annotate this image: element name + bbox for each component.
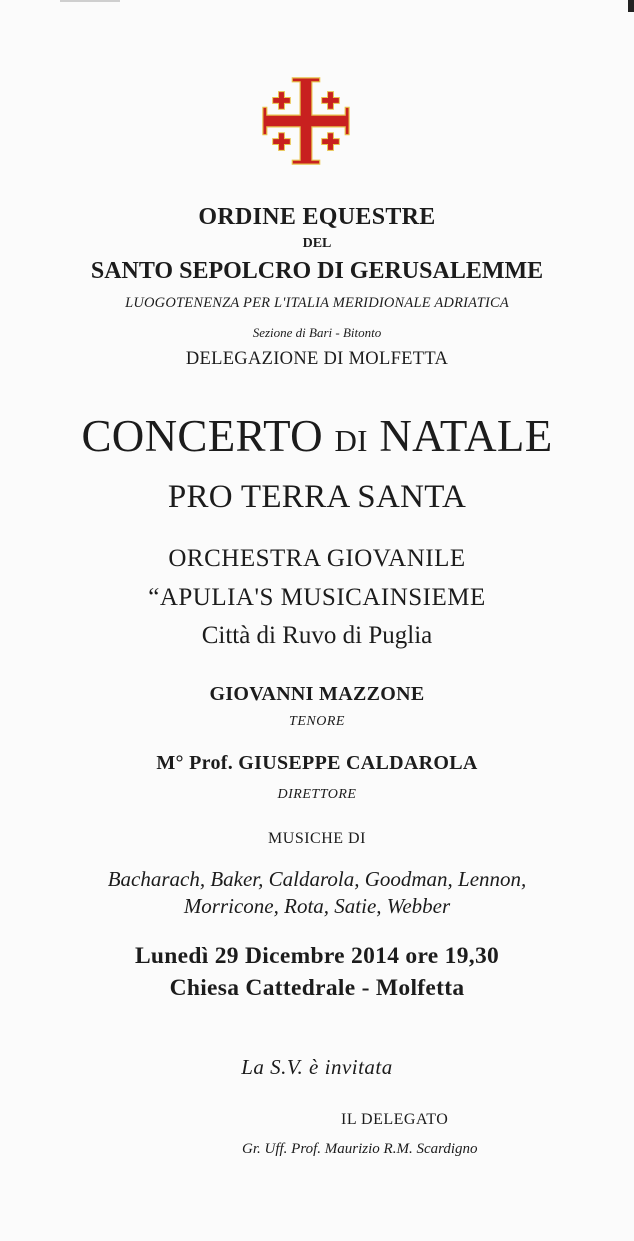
delegation: DELEGAZIONE DI MOLFETTA [185, 349, 449, 369]
director-role: DIRETTORE [277, 787, 357, 802]
invitation-text: La S.V. è invitata [241, 1055, 393, 1079]
order-title-line1: ORDINE EQUESTRE [198, 204, 436, 230]
orchestra-line1: ORCHESTRA GIOVANILE [168, 545, 466, 572]
event-title-part3: NATALE [379, 411, 553, 461]
tenor-name: GIOVANNI MAZZONE [209, 683, 425, 705]
tenor-role: TENORE [289, 714, 345, 729]
section: Sezione di Bari - Bitonto [252, 325, 382, 340]
director-name: M° Prof. GIUSEPPE CALDAROLA [156, 752, 478, 774]
orchestra-line2: “APULIA'S MUSICAINSIEME [148, 584, 486, 611]
composers-line1: Bacharach, Baker, Caldarola, Goodman, Lennon, [107, 867, 527, 891]
event-title [0, 410, 634, 462]
orchestra-line3: Città di Ruvo di Puglia [201, 622, 433, 649]
event-venue: Chiesa Cattedrale - Molfetta [169, 975, 465, 1001]
event-subtitle: PRO TERRA SANTA [167, 479, 467, 515]
event-title-part2: DI [334, 423, 368, 458]
signature-title: IL DELEGATO [341, 1111, 449, 1128]
jerusalem-cross-icon [257, 72, 355, 170]
event-date: Lunedì 29 Dicembre 2014 ore 19,30 [134, 943, 500, 969]
scan-mark [60, 0, 120, 2]
signature-name: Gr. Uff. Prof. Maurizio R.M. Scardigno [242, 1141, 478, 1157]
order-title-line3: SANTO SEPOLCRO DI GERUSALEMME [90, 258, 544, 284]
lieutenancy: LUOGOTENENZA PER L'ITALIA MERIDIONALE ADRIATICA [125, 295, 509, 311]
event-title-part1: CONCERTO [81, 411, 323, 461]
order-title-line2: DEL [302, 236, 332, 251]
composers-line2: Morricone, Rota, Satie, Webber [183, 894, 451, 918]
music-heading: MUSICHE DI [268, 830, 366, 847]
corner-mark [628, 0, 634, 12]
